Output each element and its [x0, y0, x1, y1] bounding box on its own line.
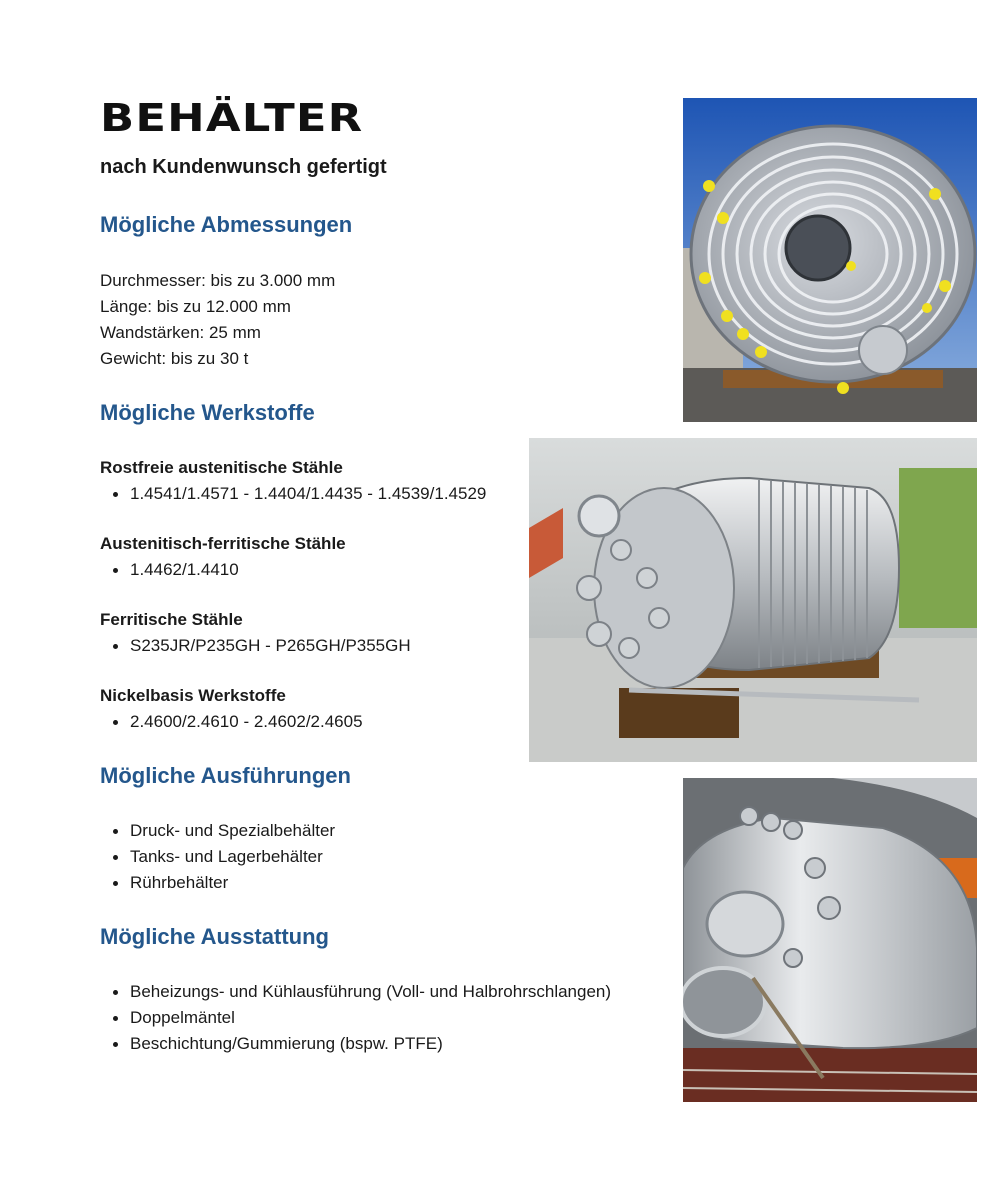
heading-ausfuehrungen: Mögliche Ausführungen — [100, 763, 351, 788]
vertical-vessel-photo — [683, 778, 977, 1102]
list-item: Rührbehälter — [100, 870, 335, 896]
dimensions-list — [100, 268, 335, 372]
horizontal-tank-photo — [529, 438, 977, 762]
list-item: 1.4462/1.4410 — [100, 557, 239, 583]
list-item: Tanks- und Lagerbehälter — [100, 844, 335, 870]
list-item: 2.4600/2.4610 - 2.4602/2.4605 — [100, 709, 363, 735]
material-group-items — [100, 481, 486, 507]
equipment-list — [100, 979, 611, 1057]
list-item: S235JR/P235GH - P265GH/P355GH — [100, 633, 411, 659]
heading-abmessungen: Mögliche Abmessungen — [100, 212, 353, 237]
page-subtitle: nach Kundenwunsch gefertigt — [100, 156, 387, 178]
material-group-label: Ferritische Stähle — [100, 610, 243, 629]
material-group-label: Rostfreie austenitische Stähle — [100, 458, 343, 477]
list-item: Druck- und Spezialbehälter — [100, 818, 335, 844]
list-item: Doppelmäntel — [100, 1005, 611, 1031]
dimension-diameter: Durchmesser: bis zu 3.000 mm — [100, 271, 336, 290]
heading-ausstattung: Mögliche Ausstattung — [100, 924, 329, 949]
list-item: Beheizungs- und Kühlausführung (Voll- und Halbrohrschlangen) — [100, 979, 611, 1005]
dimension-length: Länge: bis zu 12.000 mm — [100, 297, 291, 316]
material-group-label: Austenitisch-ferritische Stähle — [100, 534, 346, 553]
vessel-head-photo — [683, 98, 977, 422]
dimension-wall: Wandstärken: 25 mm — [100, 323, 261, 342]
list-item: 1.4541/1.4571 - 1.4404/1.4435 - 1.4539/1.4529 — [100, 481, 486, 507]
heading-werkstoffe: Mögliche Werkstoffe — [100, 400, 315, 425]
page-title: BEHÄLTER — [100, 96, 364, 140]
material-group-items — [100, 633, 411, 659]
material-group-items — [100, 709, 363, 735]
designs-list — [100, 818, 335, 896]
list-item: Beschichtung/Gummierung (bspw. PTFE) — [100, 1031, 611, 1057]
material-group-items — [100, 557, 239, 583]
dimension-weight: Gewicht: bis zu 30 t — [100, 349, 249, 368]
material-group-label: Nickelbasis Werkstoffe — [100, 686, 286, 705]
